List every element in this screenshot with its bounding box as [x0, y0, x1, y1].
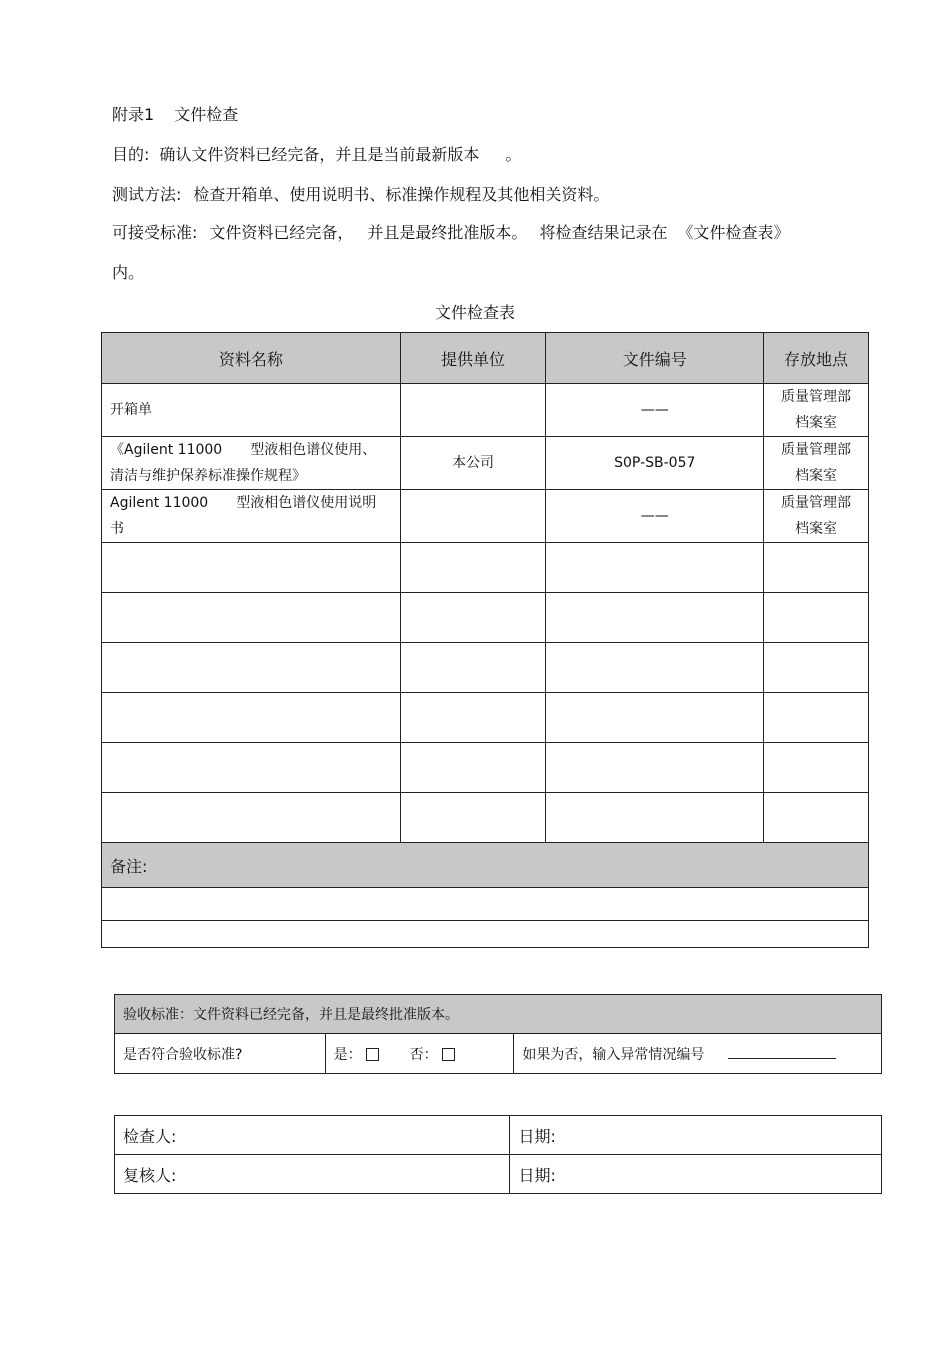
cell-name: [102, 384, 401, 437]
cell-location-line-2: 档案室: [795, 468, 838, 484]
cell-doc-number: ——: [546, 384, 764, 437]
cell-doc-number: ——: [546, 490, 764, 543]
signoff-table: [114, 1115, 882, 1194]
acceptance-answer-row: [115, 1034, 882, 1074]
empty-cell[interactable]: [764, 643, 869, 693]
column-header-location: 存放地点: [764, 333, 869, 384]
document-check-table: [101, 332, 869, 948]
cell-name-line-1: 《Agilent 11000 型液相色谱仪使用、: [110, 442, 377, 458]
reviewer-field[interactable]: [115, 1155, 510, 1194]
empty-cell[interactable]: [546, 743, 764, 793]
cell-location: [764, 490, 869, 543]
purpose-end: 。: [505, 145, 522, 164]
column-header-name: 资料名称: [102, 333, 401, 384]
column-header-doc-number: 文件编号: [546, 333, 764, 384]
checker-row: [115, 1116, 882, 1155]
empty-cell[interactable]: [546, 543, 764, 593]
cell-name-line-2: 清洁与维护保养标准操作规程》: [110, 468, 306, 484]
no-label: 否：: [409, 1046, 438, 1063]
empty-cell[interactable]: [400, 643, 546, 693]
remarks-label: 备注:: [102, 843, 869, 888]
cell-provider: [400, 490, 546, 543]
empty-cell[interactable]: [546, 693, 764, 743]
table-row-empty: [102, 793, 869, 843]
remarks-blank-row: [102, 888, 869, 921]
table-row: [102, 384, 869, 437]
cell-doc-number: S0P-SB-057: [546, 437, 764, 490]
reviewer-label: 复核人:: [123, 1165, 177, 1185]
empty-cell[interactable]: [102, 793, 401, 843]
reviewer-row: [115, 1155, 882, 1194]
acceptance-text-2: 并且是最终批准版本。: [367, 223, 528, 242]
checker-label: 检查人:: [123, 1126, 177, 1146]
cell-location-line-2: 档案室: [795, 415, 838, 431]
appendix-title: 文件检查: [174, 105, 239, 124]
empty-cell[interactable]: [102, 593, 401, 643]
cell-location-line-1: 质量管理部: [781, 389, 852, 405]
cell-provider: [400, 384, 546, 437]
column-header-provider: 提供单位: [400, 333, 546, 384]
acceptance-text-3: 将检查结果记录在: [539, 223, 668, 242]
purpose-label: 目的:: [112, 145, 150, 164]
empty-cell[interactable]: [546, 593, 764, 643]
empty-cell[interactable]: [102, 643, 401, 693]
acceptance-line: [112, 220, 789, 243]
remarks-row: [102, 843, 869, 888]
cell-name: [102, 490, 401, 543]
empty-cell[interactable]: [764, 693, 869, 743]
yes-checkbox[interactable]: [366, 1048, 379, 1061]
appendix-heading: [112, 102, 238, 125]
purpose-line: [112, 142, 521, 165]
acceptance-text-4: 《文件检查表》: [677, 223, 790, 242]
exception-label: 如果为否，输入异常情况编号: [522, 1046, 705, 1063]
acceptance-question: 是否符合验收标准?: [115, 1034, 326, 1074]
yes-no-cell: [325, 1034, 514, 1074]
empty-cell[interactable]: [764, 743, 869, 793]
cell-provider: 本公司: [400, 437, 546, 490]
checker-date-field[interactable]: [510, 1116, 882, 1155]
exception-cell: [514, 1034, 882, 1074]
cell-name-line-2: 书: [110, 521, 124, 537]
table-header-row: [102, 333, 869, 384]
empty-cell[interactable]: [400, 593, 546, 643]
date-label: 日期:: [518, 1126, 556, 1146]
cell-location: [764, 437, 869, 490]
empty-cell[interactable]: [764, 543, 869, 593]
acceptance-header-row: [115, 995, 882, 1034]
cell-name-line-1: Agilent 11000 型液相色谱仪使用说明: [110, 495, 377, 511]
table-row: [102, 490, 869, 543]
table-row: [102, 437, 869, 490]
empty-cell[interactable]: [546, 793, 764, 843]
checker-field[interactable]: [115, 1116, 510, 1155]
empty-cell[interactable]: [764, 793, 869, 843]
empty-cell[interactable]: [400, 693, 546, 743]
appendix-number: 附录1: [112, 105, 155, 124]
cell-name-line-1: 开箱单: [110, 402, 152, 418]
empty-cell[interactable]: [764, 593, 869, 643]
empty-cell[interactable]: [546, 643, 764, 693]
empty-cell[interactable]: [102, 693, 401, 743]
acceptance-text-1: 文件资料已经完备，: [209, 223, 354, 242]
cell-location-line-2: 档案室: [795, 521, 838, 537]
reviewer-date-field[interactable]: [510, 1155, 882, 1194]
method-line: [112, 182, 609, 205]
cell-name: [102, 437, 401, 490]
purpose-text: 确认文件资料已经完备，并且是当前最新版本: [159, 145, 480, 164]
table-row-empty: [102, 693, 869, 743]
table-row-empty: [102, 743, 869, 793]
table-row-empty: [102, 543, 869, 593]
method-text: 检查开箱单、使用说明书、标准操作规程及其他相关资料。: [193, 185, 610, 204]
acceptance-label: 可接受标准:: [112, 223, 198, 242]
cell-location-line-1: 质量管理部: [781, 495, 852, 511]
method-label: 测试方法:: [112, 185, 182, 204]
empty-cell[interactable]: [102, 543, 401, 593]
remarks-blank-row: [102, 921, 869, 948]
yes-label: 是：: [333, 1046, 362, 1063]
no-checkbox[interactable]: [442, 1048, 455, 1061]
exception-number-field[interactable]: [728, 1044, 836, 1059]
empty-cell[interactable]: [400, 743, 546, 793]
table-title: 文件检查表: [434, 303, 515, 322]
table-row-empty: [102, 643, 869, 693]
empty-cell[interactable]: [400, 543, 546, 593]
remarks-field[interactable]: [102, 921, 869, 948]
cell-location: [764, 384, 869, 437]
date-label: 日期:: [518, 1165, 556, 1185]
acceptance-line-end: 内。: [112, 263, 145, 282]
empty-cell[interactable]: [102, 743, 401, 793]
acceptance-criteria: 验收标准：文件资料已经完备，并且是最终批准版本。: [115, 995, 882, 1034]
cell-location-line-1: 质量管理部: [781, 442, 852, 458]
table-row-empty: [102, 593, 869, 643]
empty-cell[interactable]: [400, 793, 546, 843]
acceptance-table: [114, 994, 882, 1074]
remarks-field[interactable]: [102, 888, 869, 921]
